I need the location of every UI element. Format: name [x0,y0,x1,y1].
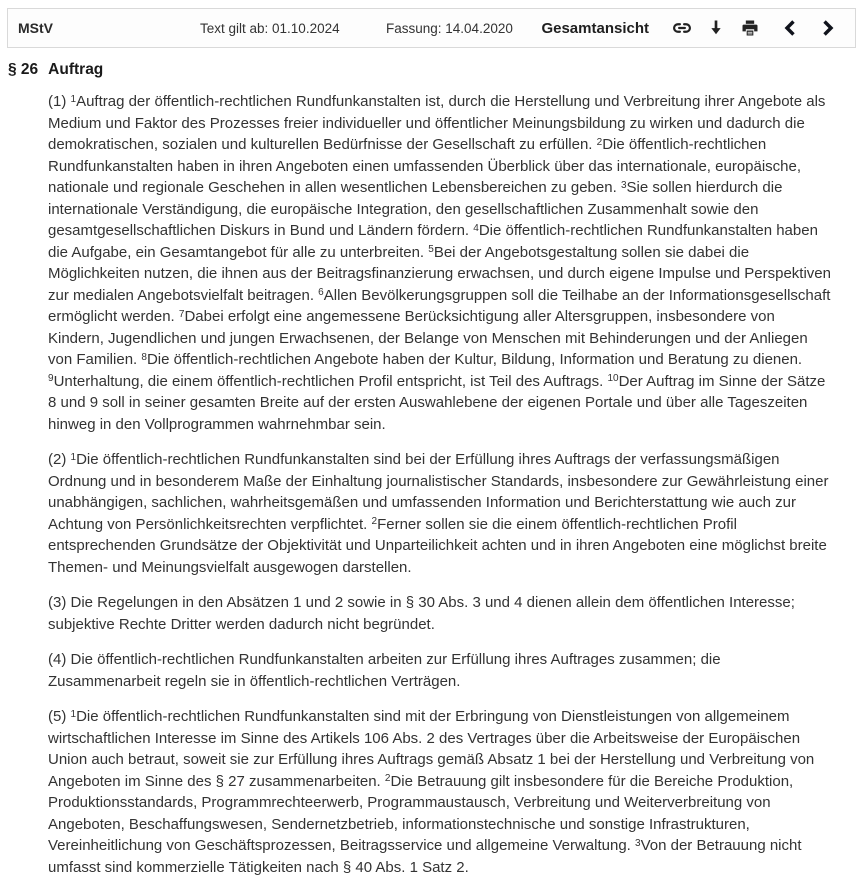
section-title: Auftrag [48,61,104,78]
valid-from-label: Text gilt ab: 01.10.2024 [200,20,340,36]
sentence-number: 1 [70,451,77,463]
sentence-number: 5 [428,244,434,255]
print-icon[interactable] [739,17,761,39]
sentence-number: 10 [607,373,619,384]
toolbar [7,8,856,48]
law-code: MStV [18,20,53,36]
law-paragraph: (4) Die öffentlich-rechtlichen Rundfunkanstalten arbeiten zur Erfüllung ihres Auftrages zusammen; die Zusammenarbeit regeln sie in öffentlich-rechtlichen Verträgen. [48,651,721,690]
version-label: Fassung: 14.04.2020 [386,20,513,36]
sentence-number: 3 [635,837,641,849]
chevron-left-icon[interactable] [781,17,799,39]
sentence-number: 2 [596,136,603,148]
sentence-number: 4 [473,222,479,234]
gesamtansicht-button[interactable]: Gesamtansicht [541,19,649,37]
sentence-number: 2 [384,773,391,784]
sentence-number: 2 [371,516,378,527]
download-icon[interactable] [705,17,727,39]
section-number: § 26 [8,61,39,78]
toolbar-actions [541,17,837,39]
sentence-number: 1 [70,708,77,720]
law-paragraph: (3) Die Regelungen in den Absätzen 1 und 2 sowie in § 30 Abs. 3 und 4 dienen allein dem öffentlichen Interesse; subjektive Rechte Dritter werden dadurch nicht begründet. [48,594,795,633]
sentence-number: 7 [178,308,185,320]
sentence-number: 6 [318,287,324,298]
law-paragraph: (2) $^1$Die öffentlich-rechtlichen Rundfunkanstalten sind bei der Erfüllung ihres Auftrags der verfassungsmäßigen Ordnung und in besonderem Maße der Einhaltung journalistischer Standards, insbesondere zur Gewährleistung einer unabhängigen, sachlichen, wahrheitsgemäßen und umfassenden Information und Berichterstattung wie auch zur Achtung von Persönlichkeitsrechten verpflichtet. $^2$Ferner sollen sie die einem öffentlich-rechtlichen Profil entsprechenden Grundsätze der Objektivität und Unparteilichkeit achten und in ihren Angeboten eine möglichst breite Themen- und Meinungsvielfalt ausgewogen darstellen. [48,451,829,576]
law-paragraph: (1) $^1$Auftrag der öffentlich-rechtlichen Rundfunkanstalten ist, durch die Herstellung und Verbreitung ihrer Angebote als Medium und Faktor des Prozesses freier individueller und öffentlicher Meinungsbildung zu wirken und dadurch die demokratischen, sozialen und kulturellen Bedürfnisse der Gesellschaft zu erfüllen. $^2$Die öffentlich-rechtlichen Rundfunkanstalten haben in ihren Angeboten einen umfassenden Überblick über das internationale, europäische, nationale und regionale Geschehen in allen wesentlichen Lebensbereichen zu geben. $^3$Sie sollen hierdurch die internationale Verständigung, die europäische Integration, den gesellschaftlichen Zusammenhalt sowie den gesamtgesellschaftlichen Diskurs in Bund und Ländern fördern. $^4$Die öffentlich-rechtlichen Rundfunkanstalten haben die Aufgabe, ein Gesamtangebot für alle zu unterbreiten. $^5$Bei der Angebotsgestaltung sollen sie dabei die Möglichkeiten nutzen, die ihnen aus der Beitragsfinanzierung erwachsen, und durch eigene Impulse und Perspektiven zur medialen Angebotsvielfalt beitragen. $^6$Allen Bevölkerungsgruppen soll die Teilhabe an der Informationsgesellschaft ermöglicht werden. $^7$Dabei erfolgt eine angemessene Berücksichtigung aller Altersgruppen, insbesondere von Kindern, Jugendlichen und jungen Erwachsenen, der Belange von Menschen mit Behinderungen und der Anliegen von Familien. $^8$Die öffentlich-rechtlichen Angebote haben der Kultur, Bildung, Information und Beratung zu dienen. $^9$Unterhaltung, die einem öffentlich-rechtlichen Profil entspricht, ist Teil des Auftrags. $^{10}$Der Auftrag im Sinne der Sätze 8 und 9 soll in seiner gesamten Breite auf der ersten Auswahlebene der eigenen Portale und über alle Tageszeiten hinweg in den Vollprogrammen wahrnehmbar sein. [48,93,831,433]
sentence-number: 1 [70,93,77,105]
sentence-number: 3 [620,179,627,191]
sentence-number: 8 [141,351,147,363]
law-text [48,91,834,892]
law-paragraph: (5) $^1$Die öffentlich-rechtlichen Rundfunkanstalten sind mit der Erbringung von Dienstleistungen von allgemeinem wirtschaftlichen Interesse im Sinne des Artikels 106 Abs. 2 des Vertrages über die Arbeitsweise der Europäischen Union auch betraut, soweit sie zur Erfüllung ihres Auftrags gemäß Absatz 1 bei der Herstellung und Verbreitung von Angeboten im Sinne des § 27 zusammenarbeiten. $^2$Die Betrauung gilt insbesondere für die Bereiche Produktion, Produktionsstandards, Programmrechteerwerb, Programmaustausch, Verbreitung und Weiterverbreitung von Angeboten, Beschaffungswesen, Sendernetzbetrieb, informationstechnische und sonstige Infrastrukturen, Vereinheitlichung von Geschäftsprozessen, Beitragsservice und allgemeine Verwaltung. $^3$Von der Betrauung nicht umfasst sind kommerzielle Tätigkeiten nach § 40 Abs. 1 Satz 2. [48,708,815,876]
sentence-number: 9 [48,373,54,384]
section-heading [8,61,103,79]
chevron-right-icon[interactable] [819,17,837,39]
link-icon[interactable] [671,17,693,39]
